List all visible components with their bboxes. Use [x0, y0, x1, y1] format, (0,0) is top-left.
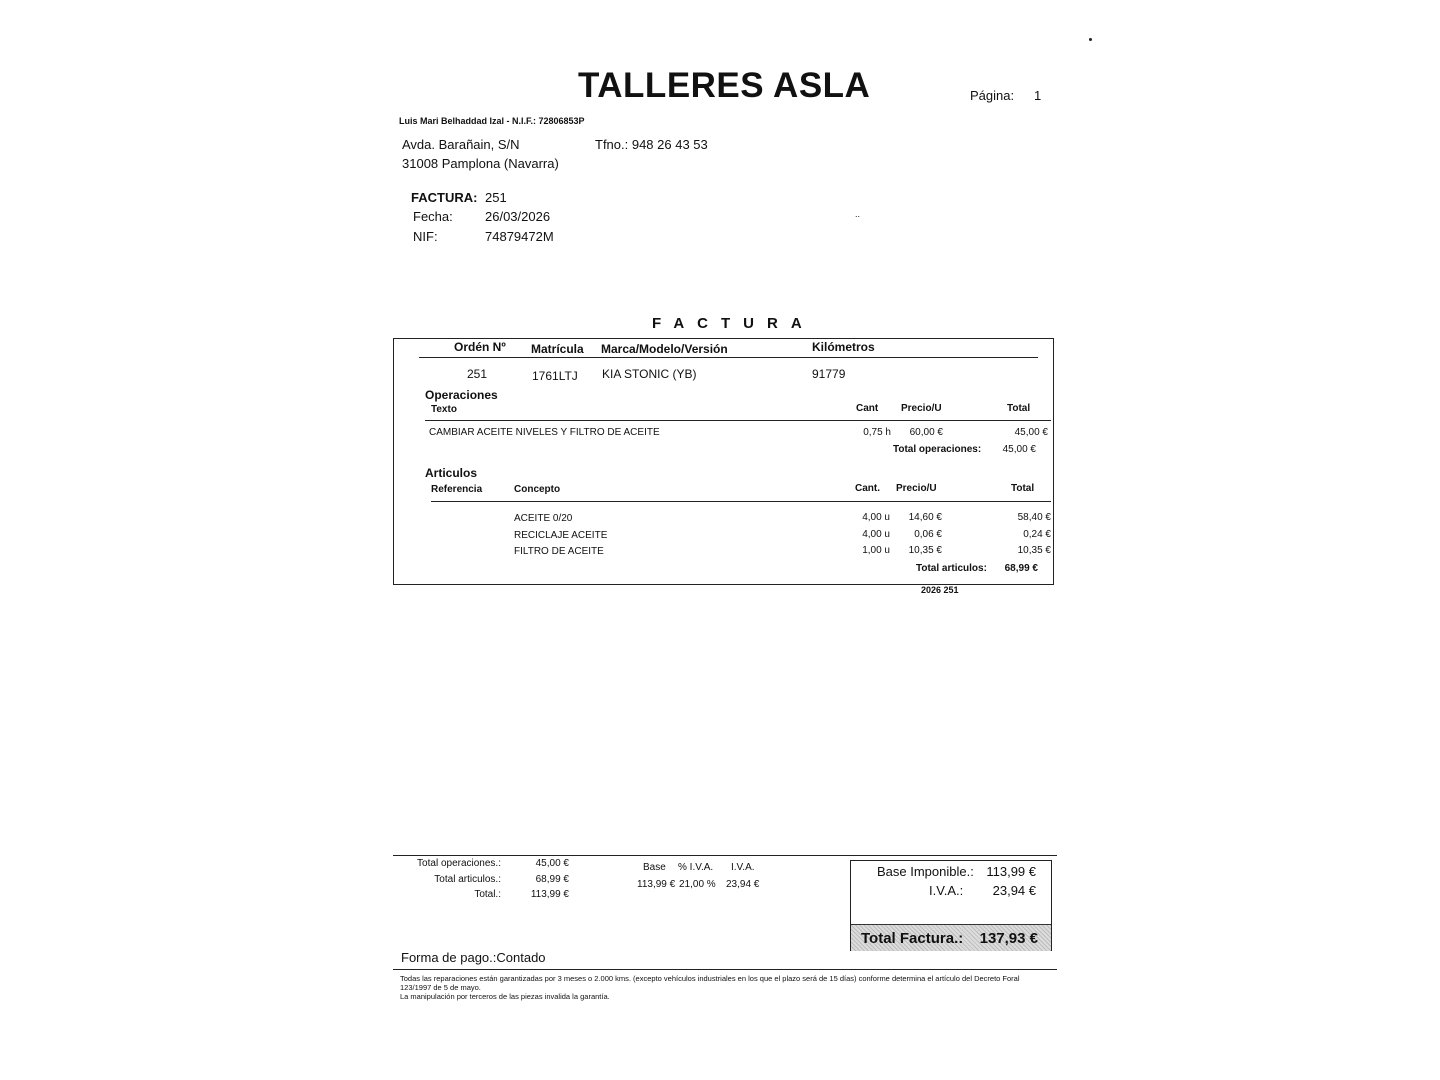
header-kilometros: Kilómetros [812, 340, 875, 354]
articulos-header-concepto: Concepto [514, 484, 561, 495]
articulo-total-2: 0,24 € [1023, 529, 1051, 540]
vehicle-kilometros: 91779 [812, 367, 846, 381]
operaciones-header-texto: Texto [431, 404, 457, 415]
summary-top-rule [393, 855, 1057, 856]
iva-header-iva: I.V.A. [731, 862, 755, 873]
nif-label: NIF: [413, 229, 438, 244]
total-operaciones-label: Total operaciones: [893, 444, 982, 455]
articulos-header-cant: Cant. [855, 483, 880, 494]
scan-dot [1089, 38, 1092, 41]
header-modelo: Marca/Modelo/Versión [601, 342, 728, 356]
factura-label: FACTURA: [411, 190, 478, 205]
invoice-detail-box [393, 338, 1054, 585]
iva-header-pct: % I.V.A. [678, 862, 714, 873]
payment-method: Forma de pago.:Contado [401, 950, 546, 965]
address-line1: Avda. Barañain, S/N [402, 137, 520, 152]
articulo-total-1: 58,40 € [1017, 512, 1051, 523]
fecha-value: 26/03/2026 [485, 209, 551, 224]
operacion-precio: 60,00 € [909, 427, 943, 438]
operacion-cant: 0,75 h [863, 427, 891, 438]
summary-art-value: 68,99 € [535, 874, 569, 885]
summary-ops-label: Total operaciones.: [417, 858, 501, 869]
articulos-header-referencia: Referencia [431, 484, 483, 495]
articulos-header-precio: Precio/U [896, 483, 937, 494]
articulo-cant-1: 4,00 u [862, 512, 890, 523]
summary-ops-value: 45,00 € [535, 858, 569, 869]
section-title: FACTURA [652, 315, 815, 332]
articulo-concepto-2: RECICLAJE ACEITE [514, 530, 608, 541]
articulo-total-3: 10,35 € [1017, 545, 1051, 556]
total-articulos-label: Total articulos: [916, 563, 987, 574]
page-number: 1 [1034, 88, 1042, 103]
iva-value: 23,94 € [726, 879, 760, 890]
legal-line1: Todas las reparaciones están garantizadas por 3 meses o 2.000 kms. (excepto vehículos industriales en los que el plazo será de 15 días) conforme determina el artículo del Decreto Foral [400, 974, 1020, 983]
header-orden: Ordén Nº [454, 340, 506, 354]
articulos-title: Articulos [425, 466, 478, 480]
owner-line: Luis Mari Belhaddad Izal - N.I.F.: 72806853P [399, 116, 585, 126]
address-line2: 31008 Pamplona (Navarra) [402, 156, 559, 171]
summary-total-value: 113,99 € [530, 889, 569, 900]
articulos-header-total: Total [1011, 483, 1035, 494]
base-imponible-label: Base Imponible.: [877, 864, 974, 879]
articulo-cant-2: 4,00 u [862, 529, 890, 540]
operacion-total: 45,00 € [1014, 427, 1048, 438]
base-imponible-value: 113,99 € [986, 864, 1036, 879]
operaciones-header-cant: Cant [856, 403, 879, 414]
articulo-precio-1: 14,60 € [908, 512, 942, 523]
operaciones-title: Operaciones [425, 388, 498, 402]
articulo-precio-3: 10,35 € [908, 545, 942, 556]
iva-pct: 21,00 % [679, 879, 716, 890]
header-matricula: Matrícula [531, 342, 584, 356]
summary-total-label: Total.: [474, 889, 501, 900]
legal-line2: 123/1997 de 5 de mayo. [400, 983, 481, 992]
legal-line3: La manipulación por terceros de las piezas invalida la garantía. [400, 992, 610, 1001]
fecha-label: Fecha: [413, 209, 453, 224]
company-name: TALLERES ASLA [578, 66, 871, 105]
articulos-header-rule [431, 501, 1051, 502]
total-articulos-value: 68,99 € [1004, 563, 1038, 574]
iva-label: I.V.A.: [929, 883, 964, 898]
stray-mark: .. [855, 209, 861, 219]
summary-art-label: Total articulos.: [434, 874, 501, 885]
nif-value: 74879472M [485, 229, 554, 244]
iva-base: 113,99 € [637, 879, 676, 890]
page-label: Página: [970, 88, 1015, 103]
iva-box-value: 23,94 € [992, 883, 1036, 898]
operaciones-header-precio: Precio/U [901, 403, 942, 414]
vehicle-orden: 251 [467, 367, 488, 381]
articulo-precio-2: 0,06 € [914, 529, 942, 540]
iva-header-base: Base [643, 862, 666, 873]
total-factura-label: Total Factura.: [861, 930, 964, 947]
footer-code: 2026 251 [921, 585, 959, 595]
legal-top-rule [393, 969, 1057, 970]
vehicle-header-rule [419, 357, 1038, 358]
factura-value: 251 [485, 190, 507, 205]
vehicle-matricula: 1761LTJ [532, 369, 578, 383]
vehicle-modelo: KIA STONIC (YB) [602, 367, 697, 381]
articulo-cant-3: 1,00 u [862, 545, 890, 556]
operaciones-header-total: Total [1007, 403, 1031, 414]
articulo-concepto-3: FILTRO DE ACEITE [514, 546, 604, 557]
operaciones-header-rule [425, 420, 1051, 421]
total-operaciones-value: 45,00 € [1002, 444, 1036, 455]
operacion-texto: CAMBIAR ACEITE NIVELES Y FILTRO DE ACEITE [429, 427, 660, 438]
articulo-concepto-1: ACEITE 0/20 [514, 513, 573, 524]
total-factura-value: 137,93 € [979, 930, 1038, 947]
phone: Tfno.: 948 26 43 53 [595, 137, 708, 152]
